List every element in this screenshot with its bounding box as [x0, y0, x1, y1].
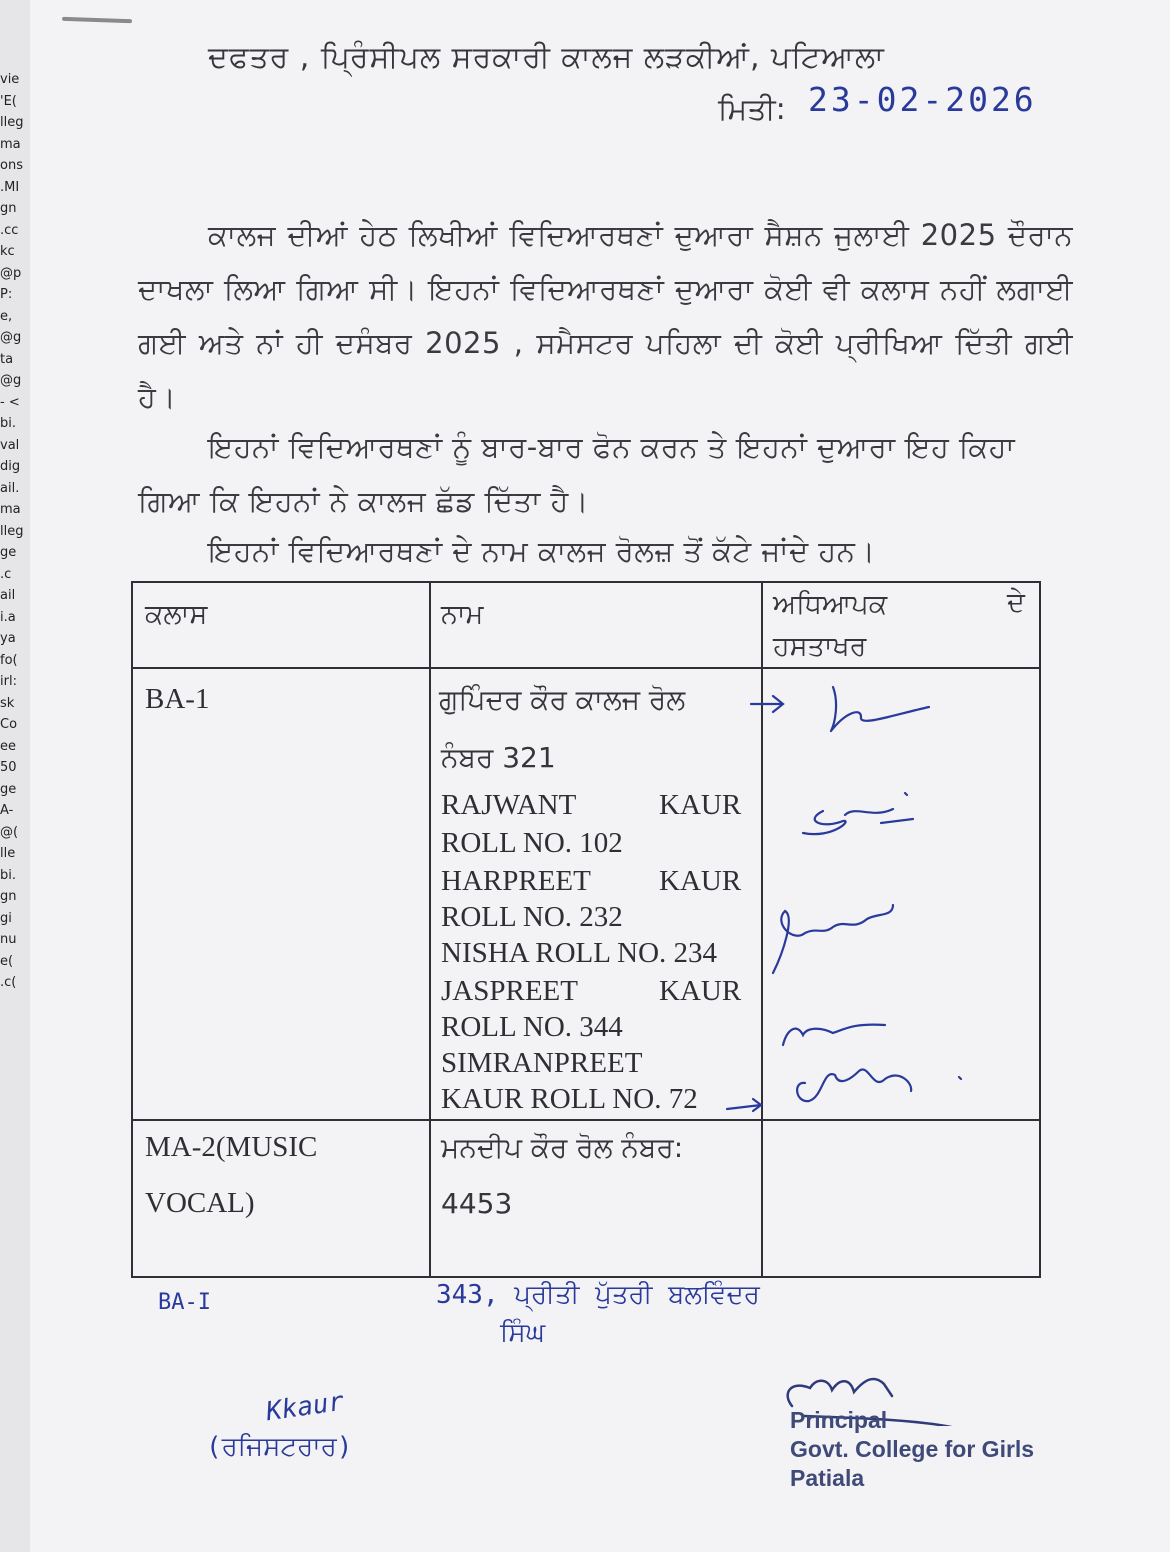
header-signature-hastakhar: ਹਸਤਾਖਰ — [773, 631, 867, 662]
underlying-text-fragment: 'E( — [0, 93, 17, 109]
underlying-text-fragment: i.a — [0, 609, 16, 625]
row1-name-punjabi: ਗੁਪਿੰਦਰ ਕੌਰ ਕਾਲਜ ਰੋਲ — [439, 683, 686, 716]
underlying-text-fragment: ge — [0, 545, 17, 560]
date-label: ਮਿਤੀ: — [718, 92, 786, 127]
underlying-text-fragment: ee — [0, 738, 16, 754]
student-table — [131, 581, 1041, 1278]
teacher-signatures — [133, 583, 1043, 1280]
paragraph-admission: ਕਾਲਜ ਦੀਆਂ ਹੇਠ ਲਿਖੀਆਂ ਵਿਦਿਆਰਥਣਾਂ ਦੁਆਰਾ ਸੈਸ਼ਨ ਜੁਲਾਈ 2025 ਦੌਰਾਨ ਦਾਖਲਾ ਲਿਆ ਗਿਆ ਸੀ। ਇਹਨਾਂ ਵਿਦਿਆਰਥਣਾਂ ਦੁਆਰਾ ਕੋਈ ਵੀ ਕਲਾਸ ਨਹੀਂ ਲਗਾਈ ਗਈ ਅਤੇ ਨਾਂ ਹੀ ਦਸੰਬਰ 2025 , ਸਮੈਸਟਰ ਪਹਿਲਾ ਦੀ ਕੋਈ ਪ੍ਰੀਖਿਆ ਦਿੱਤੀ ਗਈ ਹੈ। — [138, 218, 1073, 414]
underlying-text-fragment: @g — [0, 373, 22, 388]
underlying-text-fragment: gn — [0, 201, 17, 216]
header-class: ਕਲਾਸ — [145, 599, 208, 630]
underlying-text-fragment: 50 — [0, 760, 17, 775]
student-name-roll: NISHA ROLL NO. 234 — [441, 937, 718, 969]
underlying-text-fragment: .cc — [0, 222, 19, 238]
underlying-text-fragment: dig — [0, 459, 21, 474]
arrow-mark — [751, 696, 783, 712]
student-roll: ROLL NO. 344 — [441, 1011, 623, 1043]
underlying-text-fragment: @( — [0, 824, 19, 840]
student-name: JASPREET — [441, 975, 578, 1007]
underlying-text-fragment: ail. — [0, 480, 20, 496]
underlying-text-fragment: e( — [0, 953, 14, 969]
underlying-text-fragment: ge — [0, 781, 17, 797]
student-roll: KAUR ROLL NO. 72 — [441, 1083, 698, 1115]
underlying-text-fragment: ma — [0, 136, 21, 152]
paragraph-phone-calls: ਇਹਨਾਂ ਵਿਦਿਆਰਥਣਾਂ ਨੂੰ ਬਾਰ-ਬਾਰ ਫੋਨ ਕਰਨ ਤੇ ਇਹਨਾਂ ਦੁਆਰਾ ਇਹ ਕਿਹਾ ਗਿਆ ਕਿ ਇਹਨਾਂ ਨੇ ਕਾਲਜ ਛੱਡ ਦਿੱਤਾ ਹੈ। — [138, 430, 1016, 518]
underlying-text-fragment: ail — [0, 588, 16, 603]
row2-name: ਮਨਦੀਪ ਕੌਰ ਰੋਲ ਨੰਬਰ: — [441, 1131, 684, 1164]
student-surname: KAUR — [659, 789, 742, 821]
header-signature: ਅਧਿਆਪਕ — [773, 589, 888, 620]
header-name: ਨਾਮ — [441, 599, 484, 630]
row1-roll-punjabi: ਨੰਬਰ 321 — [441, 741, 556, 774]
signature-3 — [773, 905, 893, 973]
student-surname: KAUR — [659, 975, 742, 1007]
handwritten-student: 343, ਪ੍ਰੀਤੀ ਪੁੱਤਰੀ ਬਲਵਿੰਦਰ — [436, 1280, 760, 1310]
underlying-text-fragment: lle — [0, 846, 16, 861]
student-name: SIMRANPREET — [441, 1047, 643, 1079]
underlying-text-fragment: kc — [0, 244, 15, 259]
date-value: 23-02-2026 — [808, 80, 1037, 119]
registrar-designation: (ਰਜਿਸਟਰਾਰ) — [206, 1432, 353, 1462]
underlying-text-fragment: P: — [0, 287, 13, 302]
office-header: ਦਫਤਰ , ਪ੍ਰਿੰਸੀਪਲ ਸਰਕਾਰੀ ਕਾਲਜ ਲੜਕੀਆਂ, ਪਟਿਆਲਾ — [208, 40, 885, 75]
student-name: RAJWANT — [441, 789, 577, 821]
stamp-college: Govt. College for Girls — [790, 1436, 1035, 1462]
underlying-text-fragment: lleg — [0, 523, 24, 539]
notice-sheet — [30, 0, 1170, 1552]
registrar-signature: Kkaur — [264, 1386, 346, 1428]
underlying-text-fragment: e, — [0, 308, 13, 324]
underlying-text-fragment: ya — [0, 631, 16, 646]
handwritten-class: BA-I — [158, 1290, 211, 1315]
student-name: HARPREET — [441, 865, 591, 897]
row2-roll: 4453 — [441, 1187, 513, 1220]
underlying-text-fragment: .c( — [0, 975, 17, 990]
underlying-text-fragment: bi. — [0, 416, 16, 431]
signature-5 — [797, 1070, 961, 1102]
row2-class-cont: VOCAL) — [145, 1187, 255, 1219]
row1-class: BA-1 — [145, 683, 210, 715]
student-roll: ROLL NO. 232 — [441, 901, 623, 933]
signature-4 — [783, 1025, 885, 1045]
signature-1 — [831, 687, 929, 731]
underlying-page-edge — [0, 0, 31, 1552]
underlying-text-fragment: .c — [0, 566, 12, 582]
underlying-text-fragment: A- — [0, 803, 14, 818]
underlying-text-fragment: ma — [0, 502, 21, 517]
underlying-text-fragment: nu — [0, 932, 17, 947]
student-roll: ROLL NO. 102 — [441, 827, 623, 859]
underlying-text-fragment: fo( — [0, 652, 18, 668]
underlying-text-fragment: gi — [0, 910, 12, 926]
underlying-text-fragment: gn — [0, 889, 17, 904]
underlying-text-fragment: ta — [0, 351, 14, 367]
staple-mark — [62, 17, 132, 23]
principal-stamp — [790, 1406, 1034, 1493]
underlying-text-fragment: .MI — [0, 179, 20, 195]
header-signature-de: ਦੇ — [1007, 587, 1025, 618]
underlying-text-fragment: vie — [0, 72, 20, 87]
underlying-text-fragment: @p — [0, 265, 22, 281]
underlying-text-fragment: val — [0, 437, 20, 453]
student-surname: KAUR — [659, 865, 742, 897]
underlying-text-fragment: irl: — [0, 674, 17, 689]
arrow-mark — [727, 1099, 761, 1111]
underlying-text-fragment: ons — [0, 158, 23, 173]
underlying-text-fragment: Co — [0, 717, 18, 732]
underlying-text-fragment: bi. — [0, 867, 16, 883]
underlying-text-fragment: sk — [0, 695, 15, 711]
underlying-text-fragment: lleg — [0, 115, 24, 130]
stamp-city: Patiala — [790, 1465, 865, 1491]
underlying-text-fragment: @g — [0, 330, 22, 345]
signature-2 — [803, 793, 913, 834]
underlying-text-fragment: - < — [0, 394, 20, 410]
row2-class: MA-2(MUSIC — [145, 1131, 318, 1163]
stamp-title: Principal — [790, 1407, 888, 1433]
paragraph-names-struck: ਇਹਨਾਂ ਵਿਦਿਆਰਥਣਾਂ ਦੇ ਨਾਮ ਕਾਲਜ ਰੋਲਜ਼ ਤੋਂ ਕੱਟੇ ਜਾਂਦੇ ਹਨ। — [208, 534, 876, 568]
handwritten-student-cont: ਸਿੰਘ — [500, 1318, 546, 1348]
